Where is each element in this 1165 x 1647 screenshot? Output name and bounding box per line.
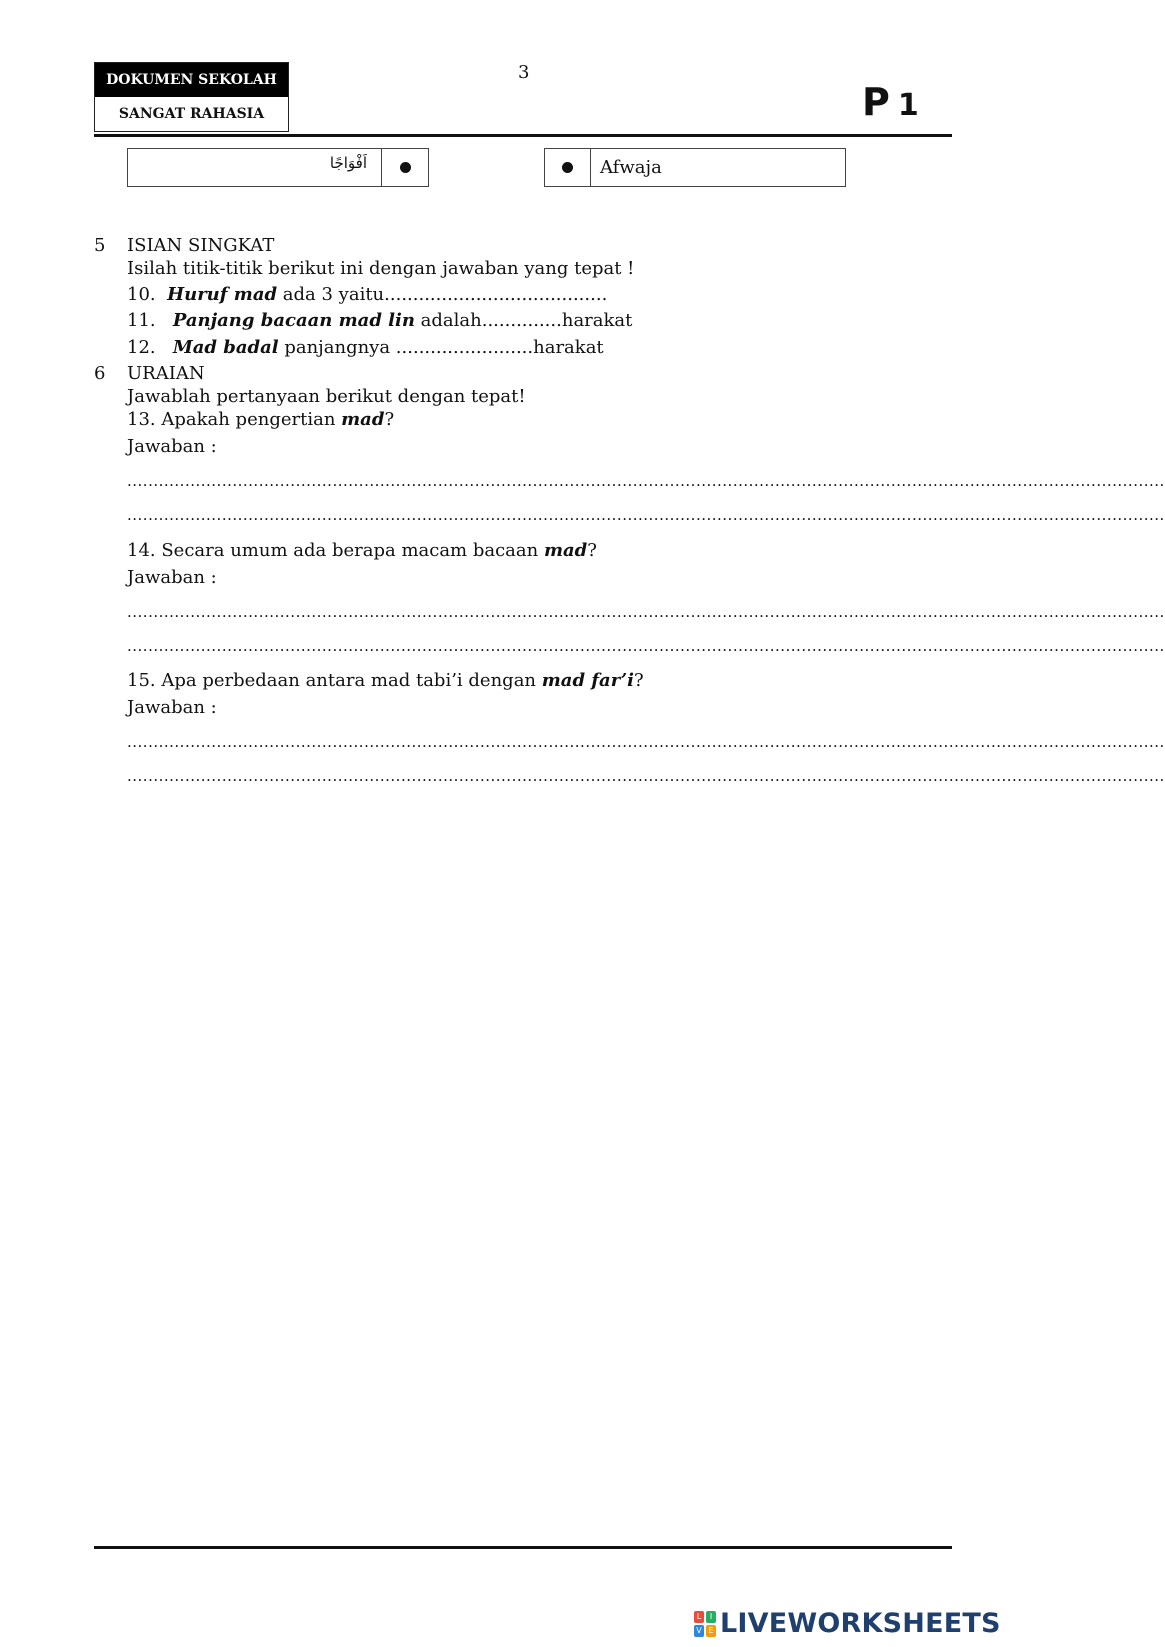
section6-title: URAIAN (127, 363, 205, 384)
logo-letter-v: V (694, 1625, 704, 1637)
question-13-answer-line-2[interactable]: ..................................................................................................................................................................................................... (127, 506, 1165, 524)
logo-letter-e: E (706, 1625, 716, 1637)
page-number: 3 (518, 62, 530, 83)
question-14-answer-line-1[interactable]: ..................................................................................................................................................................................................... (127, 603, 1165, 621)
question-13-answer-label: Jawaban : (127, 436, 217, 457)
question-10-keyword: Huruf mad (167, 284, 278, 305)
question-15-keyword: mad far’i (541, 670, 634, 691)
question-15 (127, 669, 644, 693)
question-11-keyword: Panjang bacaan mad lin (172, 310, 415, 331)
liveworksheets-logo-text: LIVEWORKSHEETS (720, 1608, 1001, 1639)
section6-number: 6 (94, 363, 106, 384)
question-12-text[interactable]: panjangnya ........................harakat (278, 337, 604, 358)
question-13-keyword: mad (341, 409, 385, 430)
matching-right-dot-icon[interactable] (562, 162, 573, 173)
question-15-answer-line-1[interactable]: ..................................................................................................................................................................................................... (127, 733, 1165, 751)
question-13-end: ? (384, 409, 395, 430)
question-10-number: 10. (127, 284, 156, 305)
paper-code-letter: P (862, 80, 890, 124)
matching-latin-text: Afwaja (600, 157, 662, 178)
question-15-end: ? (633, 670, 644, 691)
matching-right-box (544, 148, 846, 187)
question-14-answer-label: Jawaban : (127, 567, 217, 588)
liveworksheets-logo[interactable] (694, 1608, 1001, 1639)
question-14-keyword: mad (543, 540, 588, 561)
question-11-number: 11. (127, 310, 156, 331)
liveworksheets-logo-icon (694, 1611, 716, 1637)
document-classification-badge (94, 62, 289, 132)
question-10-text[interactable]: ada 3 yaitu....................................... (277, 284, 608, 305)
question-13-text: 13. Apakah pengertian (127, 409, 342, 430)
paper-code-number: 1 (897, 88, 919, 123)
footer-divider (94, 1546, 952, 1549)
matching-right-dot-cell[interactable] (545, 149, 591, 186)
section6-instruction: Jawablah pertanyaan berikut dengan tepat! (127, 386, 526, 407)
badge-school-document: DOKUMEN SEKOLAH (95, 63, 288, 97)
logo-letter-i: I (706, 1611, 716, 1623)
logo-letter-l: L (694, 1611, 704, 1623)
question-11-text[interactable]: adalah..............harakat (414, 310, 633, 331)
question-14-text: 14. Secara umum ada berapa macam bacaan (127, 540, 544, 561)
question-14-end: ? (587, 540, 597, 561)
question-12-number: 12. (127, 337, 156, 358)
question-13-answer-line-1[interactable]: ..................................................................................................................................................................................................... (127, 472, 1165, 490)
question-14-answer-line-2[interactable]: ..................................................................................................................................................................................................... (127, 637, 1165, 655)
matching-left-dot-cell[interactable] (382, 149, 428, 186)
question-15-answer-label: Jawaban : (127, 697, 217, 718)
question-15-text: 15. Apa perbedaan antara mad tabi’i dengan (127, 670, 542, 691)
question-12-keyword: Mad badal (172, 337, 279, 358)
question-11 (127, 309, 632, 333)
question-12 (127, 336, 604, 360)
question-10 (127, 283, 607, 307)
matching-left-box (127, 148, 429, 187)
matching-left-dot-icon[interactable] (400, 162, 411, 173)
section5-number: 5 (94, 235, 106, 256)
header-divider (94, 134, 952, 137)
section5-title: ISIAN SINGKAT (127, 235, 275, 256)
question-14 (127, 539, 597, 563)
section5-instruction: Isilah titik-titik berikut ini dengan jawaban yang tepat ! (127, 258, 635, 279)
question-13 (127, 408, 394, 432)
badge-top-secret: SANGAT RAHASIA (118, 106, 265, 122)
matching-arabic-text: اَفْوَاجًا (128, 149, 382, 186)
paper-code (862, 80, 919, 124)
question-15-answer-line-2[interactable]: ..................................................................................................................................................................................................... (127, 767, 1165, 785)
